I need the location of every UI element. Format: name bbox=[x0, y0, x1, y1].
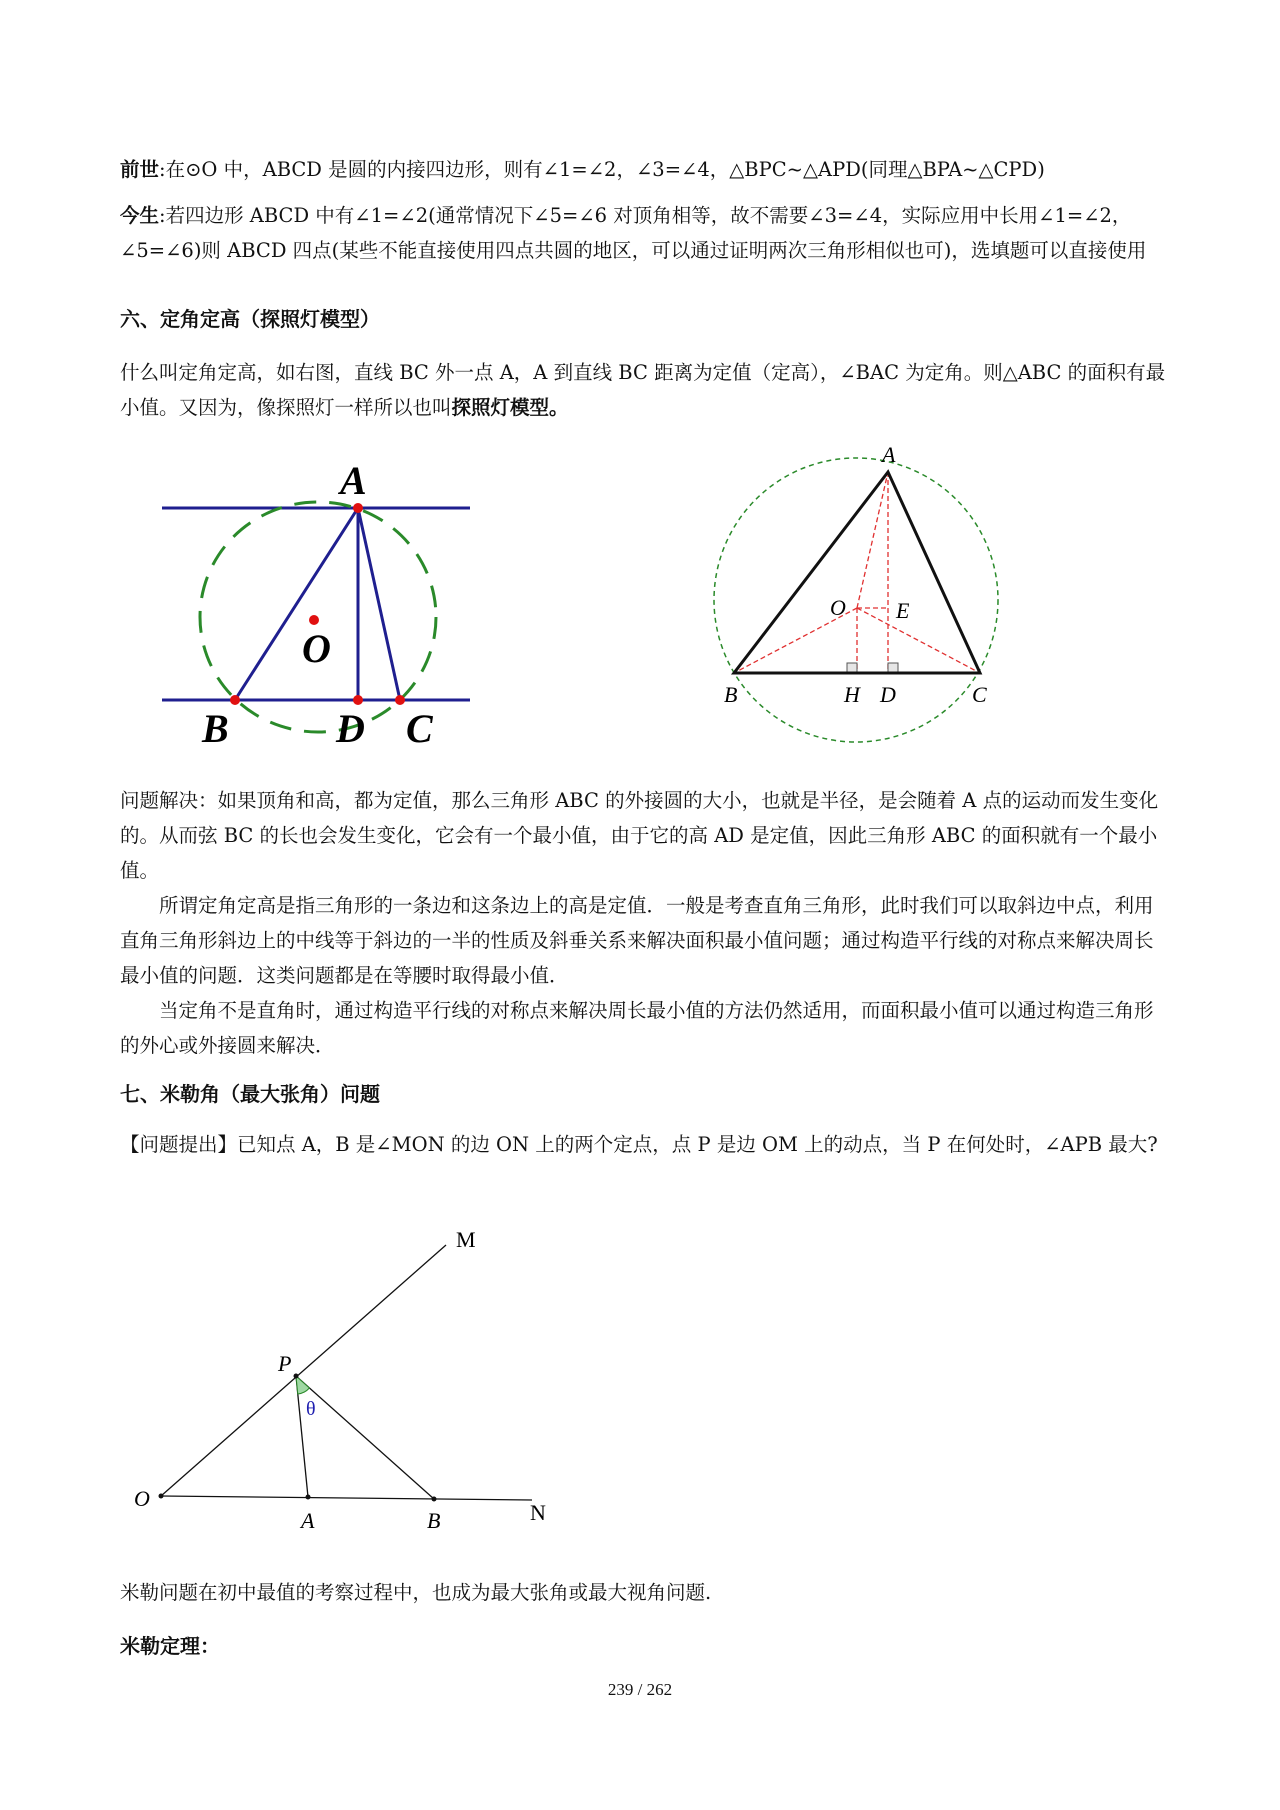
point-a bbox=[353, 503, 363, 513]
paragraph-non-right-angle: 当定角不是直角时，通过构造平行线的对称点来解决周长最小值的方法仍然适用，而面积最小值可以通过构造三角形的外心或外接圆来解决． bbox=[120, 999, 1154, 1057]
paragraph-previous-life bbox=[120, 152, 1170, 187]
label-a: A bbox=[340, 458, 367, 503]
label-d-2: D bbox=[880, 682, 896, 707]
ray-om bbox=[161, 1245, 446, 1496]
label-b: B bbox=[202, 706, 229, 751]
point-o-3 bbox=[159, 1494, 164, 1499]
paragraph-explanation: 所谓定角定高是指三角形的一条边和这条边上的高是定值．一般是考查直角三角形，此时我们可以取斜边中点，利用直角三角形斜边上的中线等于斜边的一半的性质及斜垂关系来解决面积最小值问题；通过构造平行线的对称点来解决周长最小值的问题．这类问题都是在等腰时取得最小值． bbox=[120, 894, 1154, 987]
label-m: M bbox=[456, 1227, 476, 1252]
point-b bbox=[230, 695, 240, 705]
label-a-3: A bbox=[301, 1508, 315, 1533]
label-n: N bbox=[530, 1500, 546, 1525]
point-a-3 bbox=[306, 1495, 311, 1500]
paragraph-present-life bbox=[120, 198, 1170, 268]
label-c: C bbox=[406, 706, 433, 751]
label-a-2: A bbox=[882, 442, 896, 467]
page-number: 239 / 262 bbox=[607, 1680, 673, 1699]
heading-section-7: 七、米勒角（最大张角）问题 bbox=[120, 1082, 380, 1106]
figure-miller-angle bbox=[120, 1215, 570, 1545]
point-o bbox=[309, 615, 319, 625]
point-d bbox=[353, 695, 363, 705]
label-b-3: B bbox=[427, 1508, 441, 1533]
label-previous-life: 前世 bbox=[120, 158, 160, 181]
point-p-3 bbox=[294, 1374, 299, 1379]
heading-miller-theorem: 米勒定理： bbox=[120, 1634, 220, 1658]
segment-pb bbox=[296, 1376, 434, 1499]
label-theta: θ bbox=[306, 1398, 316, 1420]
paragraph-definition bbox=[120, 355, 1170, 425]
text-searchlight-model: 探照灯模型。 bbox=[451, 396, 569, 419]
heading-section-6: 六、定角定高（探照灯模型） bbox=[120, 307, 380, 331]
dash-o-c bbox=[857, 608, 980, 673]
figure-searchlight-lines bbox=[150, 450, 490, 755]
figure-circumcircle-triangle bbox=[700, 440, 1020, 760]
point-b-3 bbox=[432, 1497, 437, 1502]
label-e-2: E bbox=[896, 598, 910, 623]
label-c-2: C bbox=[972, 682, 987, 707]
label-b-2: B bbox=[724, 682, 738, 707]
label-o: O bbox=[302, 626, 331, 671]
point-c bbox=[395, 695, 405, 705]
triangle-abc bbox=[235, 508, 400, 700]
paragraph-solution: 问题解决：如果顶角和高，都为定值，那么三角形 ABC 的外接圆的大小，也就是半径，是会随着 A 点的运动而发生变化的。从而弦 BC 的长也会发生变化，它会有一个最小值，由于它的高 AD 是定值，因此三角形 ABC 的面积就有一个最小值。 bbox=[120, 789, 1159, 882]
paragraph-miller-note: 米勒问题在初中最值的考察过程中，也成为最大张角或最大视角问题. bbox=[120, 1581, 712, 1604]
label-p: P bbox=[278, 1351, 292, 1376]
label-o-2: O bbox=[830, 595, 846, 620]
ray-on bbox=[161, 1496, 532, 1500]
angle-theta-mark bbox=[296, 1376, 309, 1394]
paragraph-problem: 【问题提出】已知点 A，B 是∠MON 的边 ON 上的两个定点，点 P 是边 OM 上的动点，当 P 在何处时，∠APB 最大? bbox=[120, 1133, 1158, 1156]
label-d: D bbox=[336, 706, 365, 751]
text-present-life: :若四边形 ABCD 中有∠1=∠2(通常情况下∠5=∠6 对顶角相等，故不需要∠3=∠4，实际应用中长用∠1=∠2，∠5=∠6)则 ABCD 四点(某些不能直接使用四点共圆的地区，可以通过证明两次三角形相似也可)，选填题可以直接使用 bbox=[120, 204, 1147, 262]
text-definition: 什么叫定角定高，如右图，直线 BC 外一点 A，A 到直线 BC 距离为定值（定高），∠BAC 为定角。则△ABC 的面积有最小值。又因为，像探照灯一样所以也叫 bbox=[120, 361, 1166, 419]
label-h-2: H bbox=[844, 682, 860, 707]
label-o-3: O bbox=[134, 1486, 150, 1511]
label-present-life: 今生 bbox=[120, 204, 160, 227]
text-previous-life: :在⊙O 中，ABCD 是圆的内接四边形，则有∠1=∠2，∠3=∠4，△BPC~△APD(同理△BPA~△CPD) bbox=[159, 158, 1045, 181]
